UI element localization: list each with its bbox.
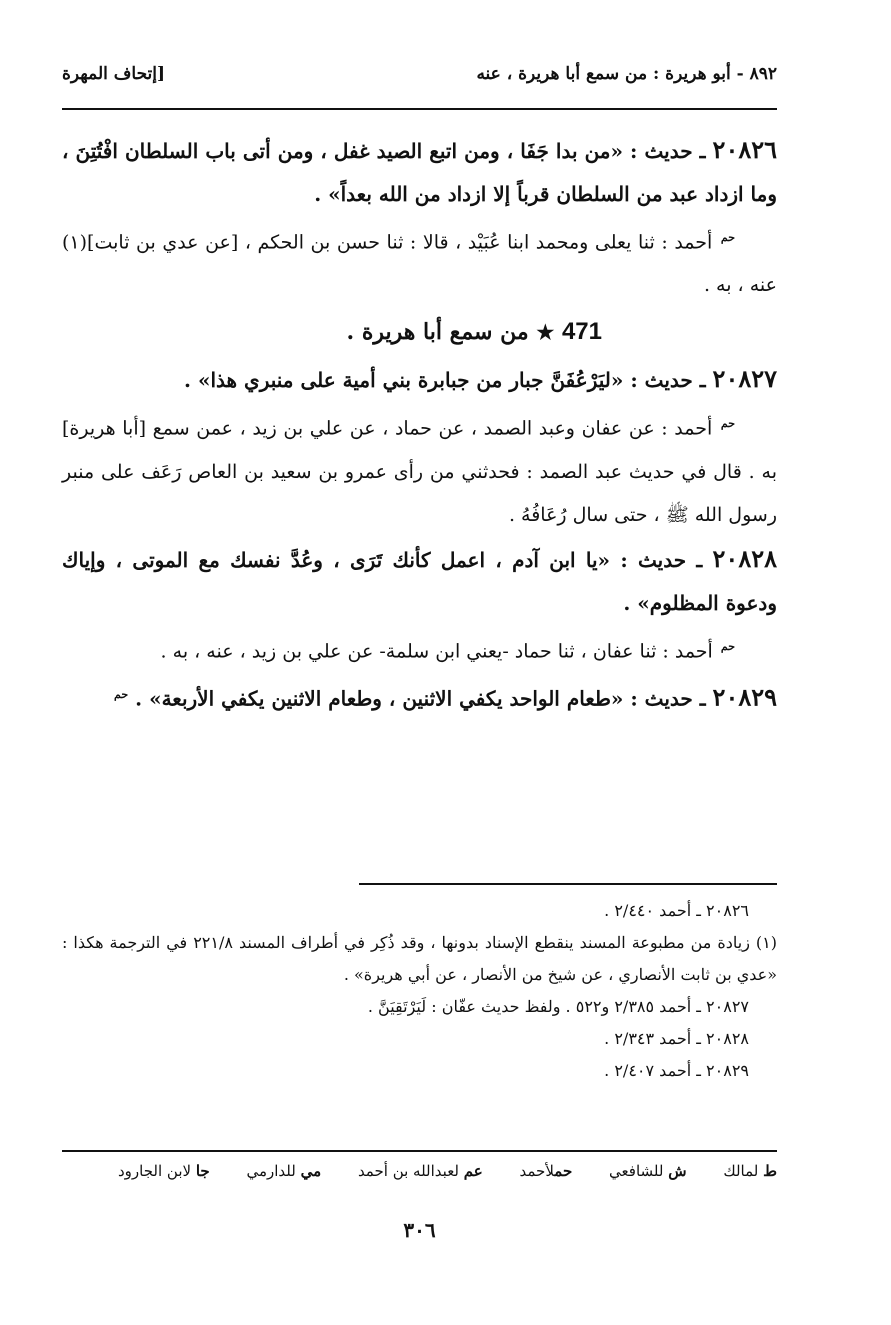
source-mark: حم xyxy=(114,687,129,701)
legend-rule xyxy=(62,1150,777,1152)
footnotes xyxy=(62,895,777,1087)
chapter-title: من سمع أبا هريرة . xyxy=(346,319,529,346)
hadith-number: ٢٠٨٢٧ xyxy=(712,364,777,394)
header-book-title: [إتحاف المهرة xyxy=(62,64,166,84)
hadith-number: ٢٠٨٢٨ xyxy=(712,543,777,573)
isnad-text: أحمد : عن عفان وعبد الصمد ، عن حماد ، عن علي بن زيد ، عمن سمع [أبا هريرة] به . قال في حديث عبد الصمد : فحدثني من رأى عمرو بن سعيد بن العاص رَعَف على منبر رسول الله ﷺ ، حتى سال رُعَافُهُ . xyxy=(62,417,777,526)
header-rule xyxy=(62,108,777,110)
legend-item: جا لابن الجارود xyxy=(117,1162,210,1180)
legend-item: عم لعبدالله بن أحمد xyxy=(357,1162,483,1180)
hadith-20828 xyxy=(62,537,777,625)
footnote-20827: ٢٠٨٢٧ ـ أحمد ٢/٣٨٥ و٥٢٢ . ولفظ حديث عفّان : لَيَرْتَقِيَنَّ . xyxy=(367,997,749,1016)
source-mark: حم xyxy=(720,417,735,431)
main-text xyxy=(62,128,777,721)
hadith-20827 xyxy=(62,357,777,402)
isnad-20827 xyxy=(62,402,777,536)
document-page xyxy=(62,0,777,1325)
isnad-text: أحمد : ثنا عفان ، ثنا حماد -يعني ابن سلمة- عن علي بن زيد ، عنه ، به . xyxy=(160,639,713,662)
abbreviation-legend xyxy=(62,1162,777,1180)
isnad-text: أحمد : ثنا يعلى ومحمد ابنا عُبَيْد ، قالا : ثنا حسن بن الحكم ، [عن عدي بن ثابت](١) عنه ، به . xyxy=(62,231,777,297)
page-number: ٣٠٦ xyxy=(403,1218,436,1242)
footnote-20826: ٢٠٨٢٦ ـ أحمد ٢/٤٤٠ . xyxy=(604,901,749,920)
source-mark: حم xyxy=(720,639,735,653)
hadith-20829 xyxy=(62,673,777,721)
hadith-20826 xyxy=(62,128,777,216)
chapter-number: 471 xyxy=(561,318,602,346)
source-mark: حم xyxy=(720,231,736,244)
footnote-1: (١) زيادة من مطبوعة المسند ينقطع الإسناد بدونها ، وقد ذُكِر في أطراف المسند ٢٢١/٨ في الترجمة هكذا : «عدي بن ثابت الأنصاري ، عن شيخ من الأنصار ، عن أبي هريرة» . xyxy=(62,933,778,984)
hadith-text: ـ حديث : «ليَرْعُفَنَّ جبار من جبابرة بني أمية على منبري هذا» . xyxy=(184,368,706,393)
chapter-heading xyxy=(62,307,777,357)
hadith-text: ـ حديث : «يا ابن آدم ، اعمل كأنك تَرَى ، وعُدَّ نفسك مع الموتى ، وإياك ودعوة المظلوم» . xyxy=(62,547,777,615)
footnote-20829: ٢٠٨٢٩ ـ أحمد ٢/٤٠٧ . xyxy=(604,1061,749,1080)
star-icon: ★ xyxy=(536,320,555,345)
footnote-20828: ٢٠٨٢٨ ـ أحمد ٢/٣٤٣ . xyxy=(604,1029,749,1048)
legend-item: حملأحمد xyxy=(519,1162,573,1180)
legend-item: مي للدارمي xyxy=(246,1162,322,1180)
running-header xyxy=(62,58,777,98)
isnad-20828 xyxy=(62,625,777,673)
legend-item: ش للشافعي xyxy=(609,1162,687,1180)
footnote-rule xyxy=(359,883,777,885)
hadith-number: ٢٠٨٢٦ xyxy=(712,135,777,164)
legend-item: ط لمالك xyxy=(723,1162,777,1180)
hadith-text: ـ حديث : «طعام الواحد يكفي الاثنين ، وطعام الاثنين يكفي الأربعة» . xyxy=(135,686,706,711)
hadith-number: ٢٠٨٢٩ xyxy=(712,682,777,712)
header-chapter-title: ٨٩٢ - أبو هريرة : من سمع أبا هريرة ، عنه xyxy=(476,64,777,84)
isnad-20826 xyxy=(62,216,777,307)
hadith-text: ـ حديث : «من بدا جَفَا ، ومن اتبع الصيد غفل ، ومن أتى باب السلطان افْتُتِنَ ، وما ازداد عبد من السلطان قرباً إلا ازداد من الله بعداً» . xyxy=(62,139,777,206)
